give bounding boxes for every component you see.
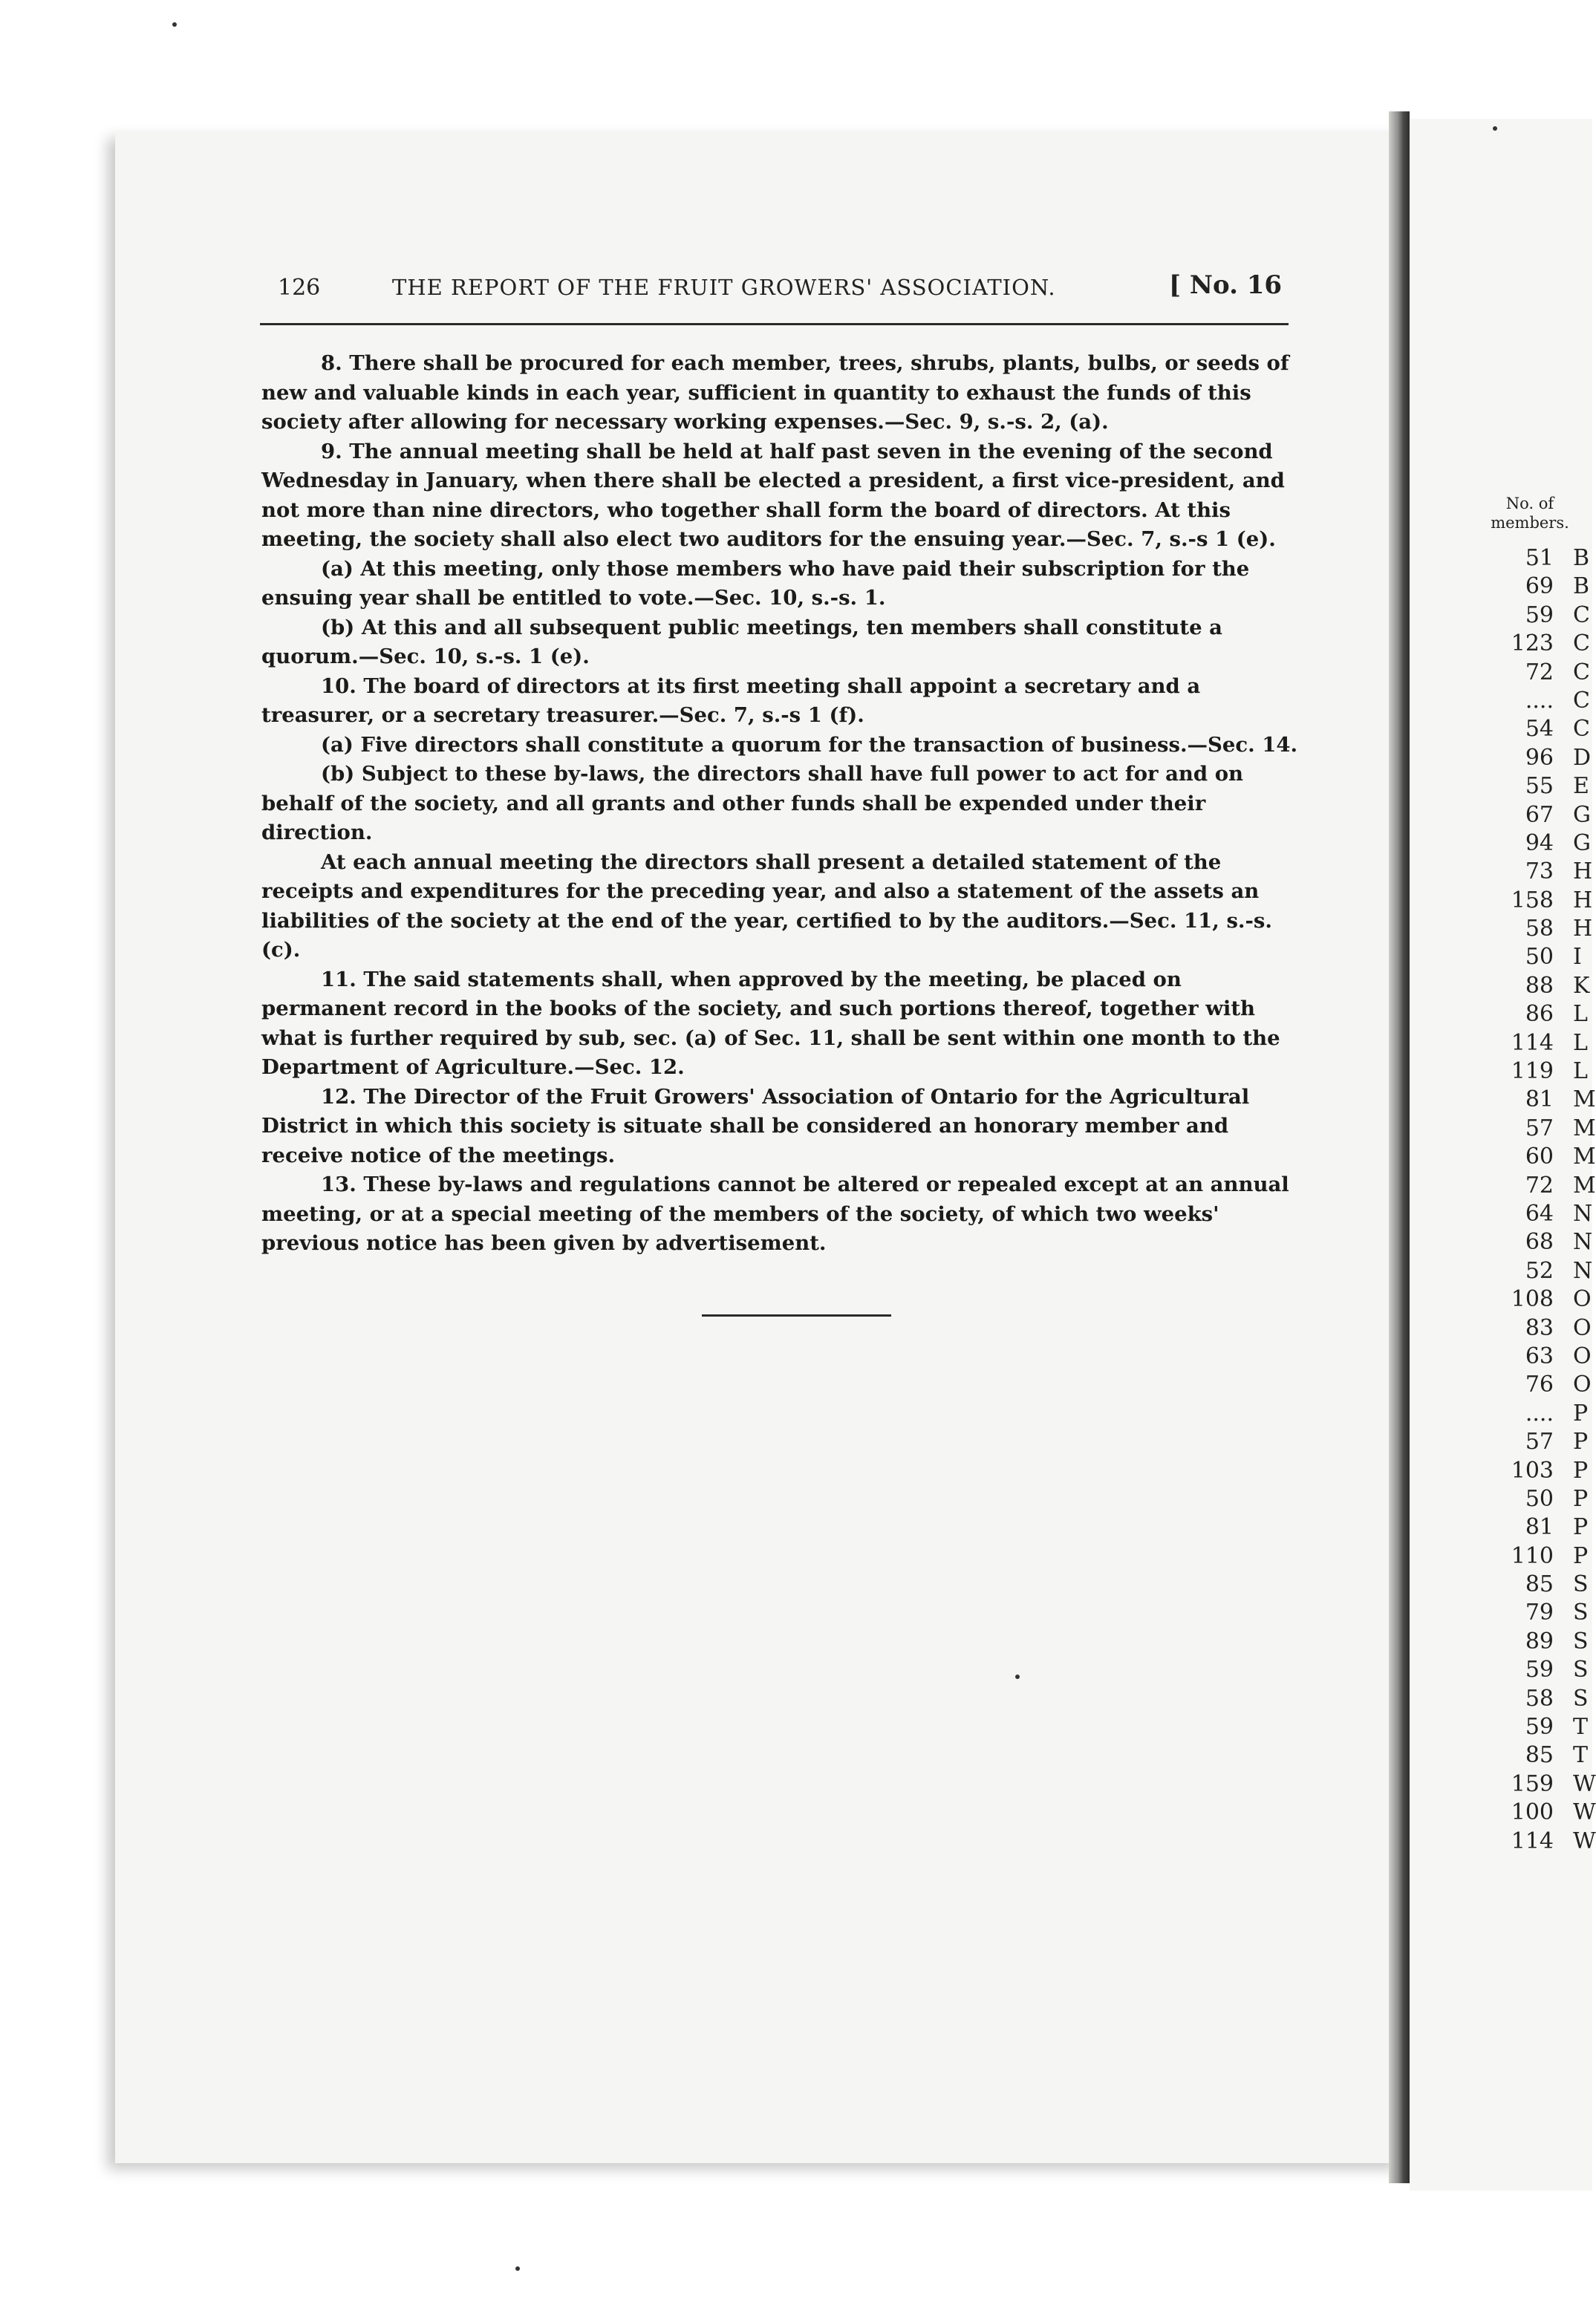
society-initial: C xyxy=(1573,716,1590,743)
list-item xyxy=(1493,1542,1592,1571)
society-initial: D xyxy=(1573,744,1592,771)
society-initial: B xyxy=(1573,573,1590,600)
member-count: 159 xyxy=(1511,1770,1554,1797)
paragraph: 8. There shall be procured for each member, trees, shrubs, plants, bulbs, or seeds of new and valuable kinds in each year, sufficient in quantity to exhaust the funds of this society after allowing for necessary working expenses.—Sec. 9, s.-s. 2, (a). xyxy=(261,351,1289,434)
society-initial: M xyxy=(1573,1172,1596,1199)
member-count: 67 xyxy=(1525,801,1554,828)
society-initial: O xyxy=(1573,1372,1592,1398)
list-item xyxy=(1493,1115,1596,1143)
member-count: 58 xyxy=(1525,916,1554,942)
member-count: .... xyxy=(1525,1400,1554,1427)
book-gutter xyxy=(1389,111,1410,2183)
member-count: 52 xyxy=(1525,1257,1554,1284)
list-item xyxy=(1493,659,1592,687)
list-item xyxy=(1493,1513,1592,1542)
header-rule xyxy=(260,323,1289,325)
list-item xyxy=(1493,1343,1592,1371)
list-item xyxy=(1493,1628,1592,1656)
list-item xyxy=(1493,1086,1596,1114)
page-number: 126 xyxy=(278,275,321,301)
member-count: 50 xyxy=(1525,1485,1554,1512)
paragraph: (a) Five directors shall constitute a quorum for the transaction of business.—Sec. 14. xyxy=(321,732,1298,757)
society-initial: L xyxy=(1573,1001,1588,1028)
member-count: 60 xyxy=(1525,1144,1554,1170)
list-item xyxy=(1493,915,1592,943)
member-count: 81 xyxy=(1525,1086,1554,1113)
paragraph: (b) Subject to these by-laws, the directors shall have full power to act for and on behalf of the society, and all grants and other funds shall be expended under their direction. xyxy=(261,762,1244,844)
member-count: 72 xyxy=(1525,659,1554,685)
society-initial: W xyxy=(1573,1828,1596,1854)
member-count: 86 xyxy=(1525,1001,1554,1028)
society-initial: C xyxy=(1573,659,1590,685)
society-initial: P xyxy=(1573,1542,1589,1569)
member-count: 119 xyxy=(1511,1058,1554,1085)
society-initial: B xyxy=(1573,545,1590,571)
society-initial: O xyxy=(1573,1343,1592,1369)
list-item xyxy=(1493,1285,1592,1314)
members-list xyxy=(1493,544,1596,1856)
list-item xyxy=(1493,1799,1596,1827)
paragraph: (b) At this and all subsequent public meetings, ten members shall constitute a quorum.—Sec. 10, s.-s. 1 (e). xyxy=(261,615,1222,668)
society-initial: T xyxy=(1573,1714,1589,1741)
member-count: 103 xyxy=(1511,1457,1554,1484)
society-initial: G xyxy=(1573,801,1591,828)
member-count: 59 xyxy=(1525,601,1554,628)
member-count: 110 xyxy=(1511,1542,1554,1569)
list-item xyxy=(1493,943,1592,971)
list-item xyxy=(1493,1257,1592,1285)
list-item xyxy=(1493,601,1592,630)
member-count: 63 xyxy=(1525,1343,1554,1369)
list-item xyxy=(1493,1485,1592,1513)
society-initial: C xyxy=(1573,601,1590,628)
list-item xyxy=(1493,1228,1592,1256)
list-item xyxy=(1493,1656,1592,1684)
society-initial: S xyxy=(1573,1657,1589,1683)
member-count: 68 xyxy=(1525,1229,1554,1256)
list-item xyxy=(1493,887,1592,915)
member-count: 94 xyxy=(1525,829,1554,856)
member-count: 85 xyxy=(1525,1571,1554,1598)
list-item xyxy=(1493,1457,1592,1485)
society-initial: P xyxy=(1573,1400,1589,1427)
member-count: 50 xyxy=(1525,944,1554,971)
society-initial: M xyxy=(1573,1086,1596,1113)
list-item xyxy=(1493,1371,1592,1399)
society-initial: C xyxy=(1573,687,1590,714)
member-count: 54 xyxy=(1525,716,1554,743)
paragraph: 11. The said statements shall, when approved by the meeting, be placed on permanent record in the books of the society, and such portions thereof, together with what is further required by sub, sec. (a) of Sec. 11, shall be sent within one month to the Department of Agriculture.—Sec. 12. xyxy=(261,967,1280,1079)
society-initial: P xyxy=(1573,1514,1589,1541)
society-initial: P xyxy=(1573,1485,1589,1512)
heading-line: No. of xyxy=(1505,495,1554,512)
member-count: .... xyxy=(1525,687,1554,714)
society-initial: T xyxy=(1573,1742,1589,1769)
society-initial: S xyxy=(1573,1685,1589,1712)
member-count: 89 xyxy=(1525,1628,1554,1654)
member-count: 51 xyxy=(1525,545,1554,571)
member-count: 64 xyxy=(1525,1200,1554,1227)
list-item xyxy=(1493,630,1592,658)
society-initial: C xyxy=(1573,630,1590,657)
member-count: 81 xyxy=(1525,1514,1554,1541)
list-item xyxy=(1493,1200,1592,1228)
society-initial: S xyxy=(1573,1571,1589,1598)
list-item xyxy=(1493,972,1592,1000)
society-initial: I xyxy=(1573,944,1582,971)
scan-speck xyxy=(1493,126,1497,131)
list-item xyxy=(1493,1713,1592,1741)
member-count: 114 xyxy=(1511,1828,1554,1854)
member-count: 76 xyxy=(1525,1372,1554,1398)
running-header xyxy=(278,269,1288,299)
list-item xyxy=(1493,544,1592,573)
paragraph: At each annual meeting the directors shall present a detailed statement of the receipts and expenditures for the preceding year, and also a statement of the assets an liabilities of the society at the end of the year, certified to by the auditors.—Sec. 11, s.-s. (c). xyxy=(261,850,1272,962)
society-initial: N xyxy=(1573,1229,1593,1256)
society-initial: O xyxy=(1573,1314,1592,1341)
member-count: 85 xyxy=(1525,1742,1554,1769)
scan-speck xyxy=(1015,1675,1020,1679)
member-count: 108 xyxy=(1511,1286,1554,1313)
society-initial: W xyxy=(1573,1770,1596,1797)
member-count: 123 xyxy=(1511,630,1554,657)
list-item xyxy=(1493,801,1592,829)
member-count: 73 xyxy=(1525,858,1554,885)
bylaws-text xyxy=(261,349,1301,1259)
heading-line: members. xyxy=(1491,514,1569,532)
list-item xyxy=(1493,829,1592,858)
list-item xyxy=(1493,1599,1592,1627)
society-initial: H xyxy=(1573,887,1593,913)
society-initial: M xyxy=(1573,1144,1596,1170)
scan-speck xyxy=(515,2266,520,2271)
society-initial: N xyxy=(1573,1257,1593,1284)
society-initial: W xyxy=(1573,1799,1596,1826)
paragraph: 13. These by-laws and regulations cannot be altered or repealed except at an annual meeting, or at a special meeting of the members of the society, of which two weeks' previous notice has been given by advertisement. xyxy=(261,1173,1289,1255)
society-initial: L xyxy=(1573,1058,1588,1085)
paragraph: 12. The Director of the Fruit Growers' Association of Ontario for the Agricultural District in which this society is situate shall be considered an honorary member and receive notice of the meetings. xyxy=(261,1084,1250,1167)
society-initial: P xyxy=(1573,1457,1589,1484)
member-count: 55 xyxy=(1525,773,1554,800)
list-item xyxy=(1493,715,1592,743)
list-item xyxy=(1493,744,1592,772)
list-item xyxy=(1493,1400,1592,1428)
list-item xyxy=(1493,1828,1596,1856)
society-initial: S xyxy=(1573,1628,1589,1654)
member-count: 57 xyxy=(1525,1429,1554,1455)
member-count: 114 xyxy=(1511,1029,1554,1056)
society-initial: K xyxy=(1573,972,1590,999)
list-item xyxy=(1493,1172,1596,1200)
list-item xyxy=(1493,1571,1592,1599)
society-initial: L xyxy=(1573,1029,1588,1056)
list-item xyxy=(1493,573,1592,601)
list-item xyxy=(1493,1741,1592,1770)
closing-rule xyxy=(702,1314,891,1317)
member-count: 72 xyxy=(1525,1172,1554,1199)
society-initial: H xyxy=(1573,916,1593,942)
paragraph: 9. The annual meeting shall be held at half past seven in the evening of the second Wednesday in January, when there shall be elected a president, a first vice-president, and not more than nine directors, who together shall form the board of directors. At this meeting, the society shall also elect two auditors for the ensuing year.—Sec. 7, s.-s 1 (e). xyxy=(261,439,1285,551)
society-initial: S xyxy=(1573,1600,1589,1626)
member-count: 79 xyxy=(1525,1600,1554,1626)
issue-number: [ No. 16 xyxy=(1169,270,1283,300)
member-count: 100 xyxy=(1511,1799,1554,1826)
list-item xyxy=(1493,1685,1592,1713)
society-initial: O xyxy=(1573,1286,1592,1313)
society-initial: P xyxy=(1573,1429,1589,1455)
member-count: 59 xyxy=(1525,1714,1554,1741)
list-item xyxy=(1493,1428,1592,1456)
member-count: 69 xyxy=(1525,573,1554,600)
society-initial: G xyxy=(1573,829,1591,856)
list-item xyxy=(1493,1143,1596,1171)
member-count: 158 xyxy=(1511,887,1554,913)
society-initial: M xyxy=(1573,1115,1596,1141)
society-initial: N xyxy=(1573,1200,1593,1227)
members-column-heading xyxy=(1489,494,1571,532)
society-initial: H xyxy=(1573,858,1593,885)
member-count: 57 xyxy=(1525,1115,1554,1141)
member-count: 96 xyxy=(1525,744,1554,771)
running-title: THE REPORT OF THE FRUIT GROWERS' ASSOCIATION. xyxy=(392,275,1056,300)
society-initial: E xyxy=(1573,773,1589,800)
member-count: 59 xyxy=(1525,1657,1554,1683)
list-item xyxy=(1493,1314,1592,1343)
member-count: 58 xyxy=(1525,1685,1554,1712)
scan-speck xyxy=(172,22,177,27)
list-item xyxy=(1493,1057,1592,1086)
list-item xyxy=(1493,1770,1596,1799)
paragraph: 10. The board of directors at its first meeting shall appoint a secretary and a treasurer, or a secretary treasurer.—Sec. 7, s.-s 1 (f). xyxy=(261,674,1201,727)
list-item xyxy=(1493,1029,1592,1057)
paragraph: (a) At this meeting, only those members who have paid their subscription for the ensuing year shall be entitled to vote.—Sec. 10, s.-s. 1. xyxy=(261,556,1250,610)
list-item xyxy=(1493,858,1592,886)
list-item xyxy=(1493,772,1592,801)
member-count: 83 xyxy=(1525,1314,1554,1341)
list-item xyxy=(1493,687,1592,715)
member-count: 88 xyxy=(1525,972,1554,999)
list-item xyxy=(1493,1000,1592,1028)
